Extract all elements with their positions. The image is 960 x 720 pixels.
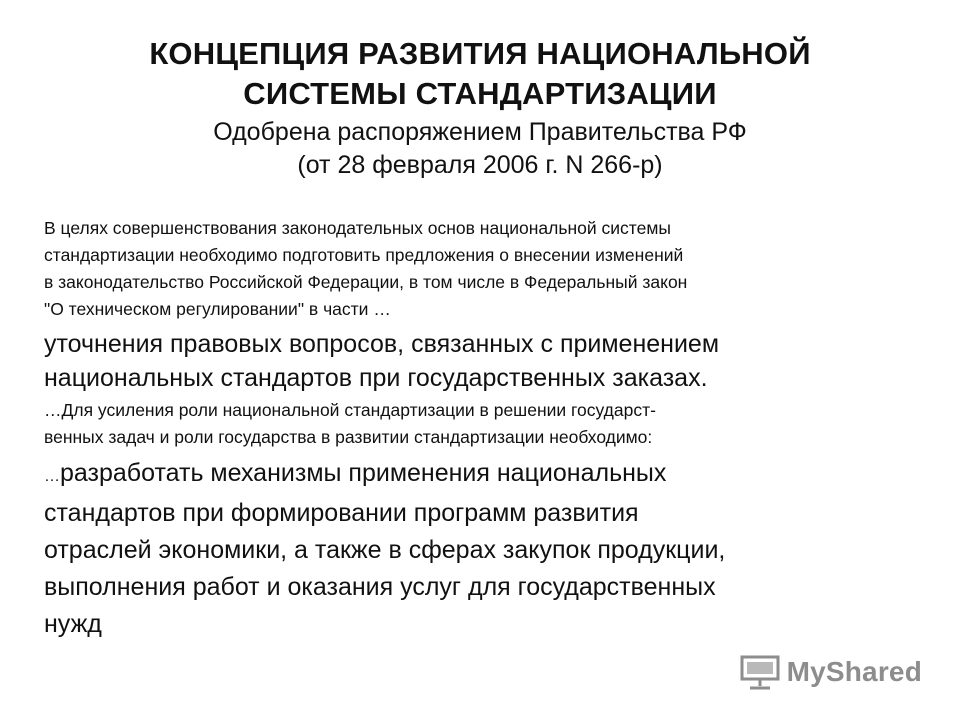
paragraph-clarification [44, 327, 934, 395]
paragraph-strengthening [44, 397, 934, 451]
title-line: КОНЦЕПЦИЯ РАЗВИТИЯ НАЦИОНАЛЬНОЙ [149, 36, 811, 71]
lead-ellipsis: … [44, 468, 60, 485]
presentation-board-icon [739, 654, 781, 690]
text-line: уточнения правовых вопросов, связанных с применением [44, 330, 720, 358]
subtitle-line: (от 28 февраля 2006 г. N 266-р) [297, 151, 663, 179]
text-line: …Для усиления роли национальной стандартизации в решении государст- [44, 400, 656, 420]
title-line: СИСТЕМЫ СТАНДАРТИЗАЦИИ [243, 76, 717, 111]
watermark-text: MyShared [786, 656, 922, 687]
paragraph-mechanisms [44, 455, 934, 643]
watermark-logo [739, 654, 922, 690]
text-line: нужд [44, 610, 102, 638]
text-line: выполнения работ и оказания услуг для государственных [44, 573, 716, 601]
slide-title [0, 34, 960, 114]
text-line: стандартизации необходимо подготовить предложения о внесении изменений [44, 245, 684, 265]
text-line: В целях совершенствования законодательных основ национальной системы [44, 218, 671, 238]
slide-header [0, 34, 960, 182]
text-line [44, 455, 934, 495]
text-line: венных задач и роли государства в развитии стандартизации необходимо: [44, 427, 653, 447]
slide-body [44, 215, 934, 643]
text-line-content: разработать механизмы применения национальных [60, 459, 667, 487]
text-line: "О техническом регулировании" в части … [44, 299, 391, 319]
text-line: стандартов при формировании программ развития [44, 499, 639, 527]
slide-subtitle [0, 116, 960, 182]
subtitle-line: Одобрена распоряжением Правительства РФ [213, 118, 747, 146]
text-line: национальных стандартов при государственных заказах. [44, 364, 708, 392]
text-line: в законодательство Российской Федерации, в том числе в Федеральный закон [44, 272, 688, 292]
paragraph-intro [44, 215, 934, 323]
text-line: отраслей экономики, а также в сферах закупок продукции, [44, 536, 726, 564]
